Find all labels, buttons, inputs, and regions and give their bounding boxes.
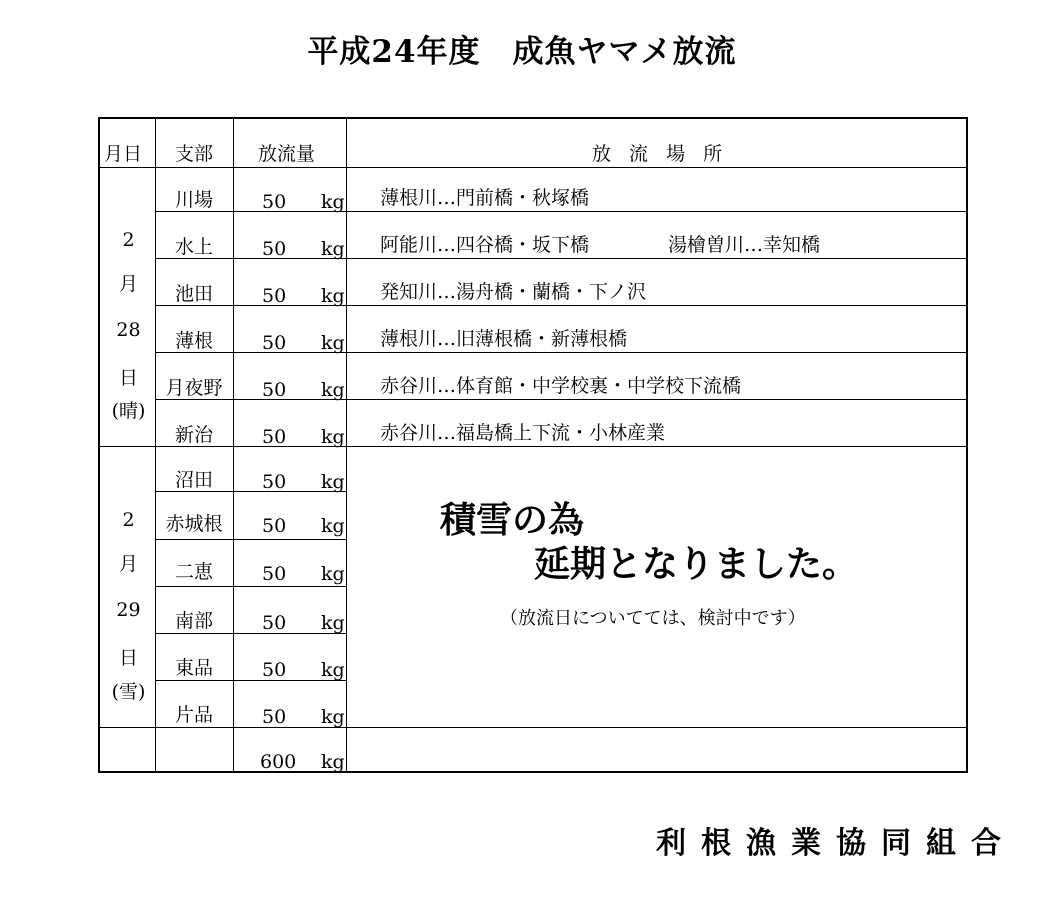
date-char: 月 [118,273,138,295]
postponement-notice-line1: 積雪の為 [440,499,585,541]
postponement-note: （放流日についてては、検討中です） [500,608,806,629]
release-place: 発知川…湯舟橋・蘭橋・下ノ沢 [380,281,647,303]
release-amount: 50 [262,426,287,448]
branch-name: 月夜野 [165,377,223,399]
row-divider [100,446,966,447]
branch-name: 南部 [174,610,213,632]
release-place: 薄根川…門前橋・秋塚橋 [380,187,590,209]
date-weather: (雪) [111,681,146,703]
release-amount: 50 [262,238,287,260]
total-amount: 600 [260,751,297,773]
organization-name: 利根漁業協同組合 [656,826,1016,861]
col-divider [233,119,234,771]
date-char: 2 [122,509,135,531]
row-divider [155,491,346,492]
amount-unit: kg [321,612,345,634]
header-branch: 支部 [174,143,213,165]
release-place-secondary: 湯檜曽川…幸知橋 [668,234,821,256]
date-char: 28 [116,319,141,341]
branch-name: 赤城根 [165,513,223,535]
amount-unit: kg [321,426,345,448]
release-place: 阿能川…四谷橋・坂下橋 [380,234,590,256]
header-place: 放 流 場 所 [592,143,729,165]
col-divider [346,119,347,771]
branch-name: 池田 [174,283,213,305]
branch-name: 川場 [174,189,213,211]
row-divider [155,586,346,587]
row-divider [155,539,346,540]
amount-unit: kg [321,706,345,728]
page-title: 平成24年度 成魚ヤマメ放流 [307,34,737,70]
amount-unit: kg [321,563,345,585]
release-amount: 50 [262,285,287,307]
branch-name: 薄根 [174,330,213,352]
total-unit: kg [321,751,345,773]
amount-unit: kg [321,332,345,354]
header-date: 月日 [104,143,143,165]
row-divider [155,680,346,681]
release-amount: 50 [262,515,287,537]
amount-unit: kg [321,471,345,493]
release-place: 薄根川…旧薄根橋・新薄根橋 [380,328,628,350]
branch-name: 水上 [174,236,213,258]
release-place: 赤谷川…福島橋上下流・小林産業 [380,422,666,444]
release-amount: 50 [262,563,287,585]
release-amount: 50 [262,379,287,401]
branch-name: 片品 [174,704,213,726]
branch-name: 東品 [174,657,213,679]
branch-name: 沼田 [174,469,213,491]
release-amount: 50 [262,659,287,681]
amount-unit: kg [321,238,345,260]
release-place: 赤谷川…体育館・中学校裏・中学校下流橋 [380,375,742,397]
amount-unit: kg [321,515,345,537]
amount-unit: kg [321,285,345,307]
release-table [98,117,968,773]
release-amount: 50 [262,191,287,213]
amount-unit: kg [321,379,345,401]
date-char: 2 [122,229,135,251]
release-amount: 50 [262,471,287,493]
row-divider [100,727,966,728]
row-divider [155,633,346,634]
date-char: 日 [118,647,138,669]
release-amount: 50 [262,706,287,728]
date-char: 日 [118,367,138,389]
amount-unit: kg [321,191,345,213]
branch-name: 新治 [174,424,213,446]
date-char: 29 [116,599,141,621]
date-weather: (晴) [111,400,146,422]
row-divider [100,167,966,168]
date-char: 月 [118,553,138,575]
release-amount: 50 [262,332,287,354]
postponement-notice-line2: 延期となりました。 [534,543,859,585]
release-amount: 50 [262,612,287,634]
header-amount: 放流量 [258,143,316,165]
col-divider [155,119,156,771]
branch-name: 二恵 [174,561,213,583]
amount-unit: kg [321,659,345,681]
